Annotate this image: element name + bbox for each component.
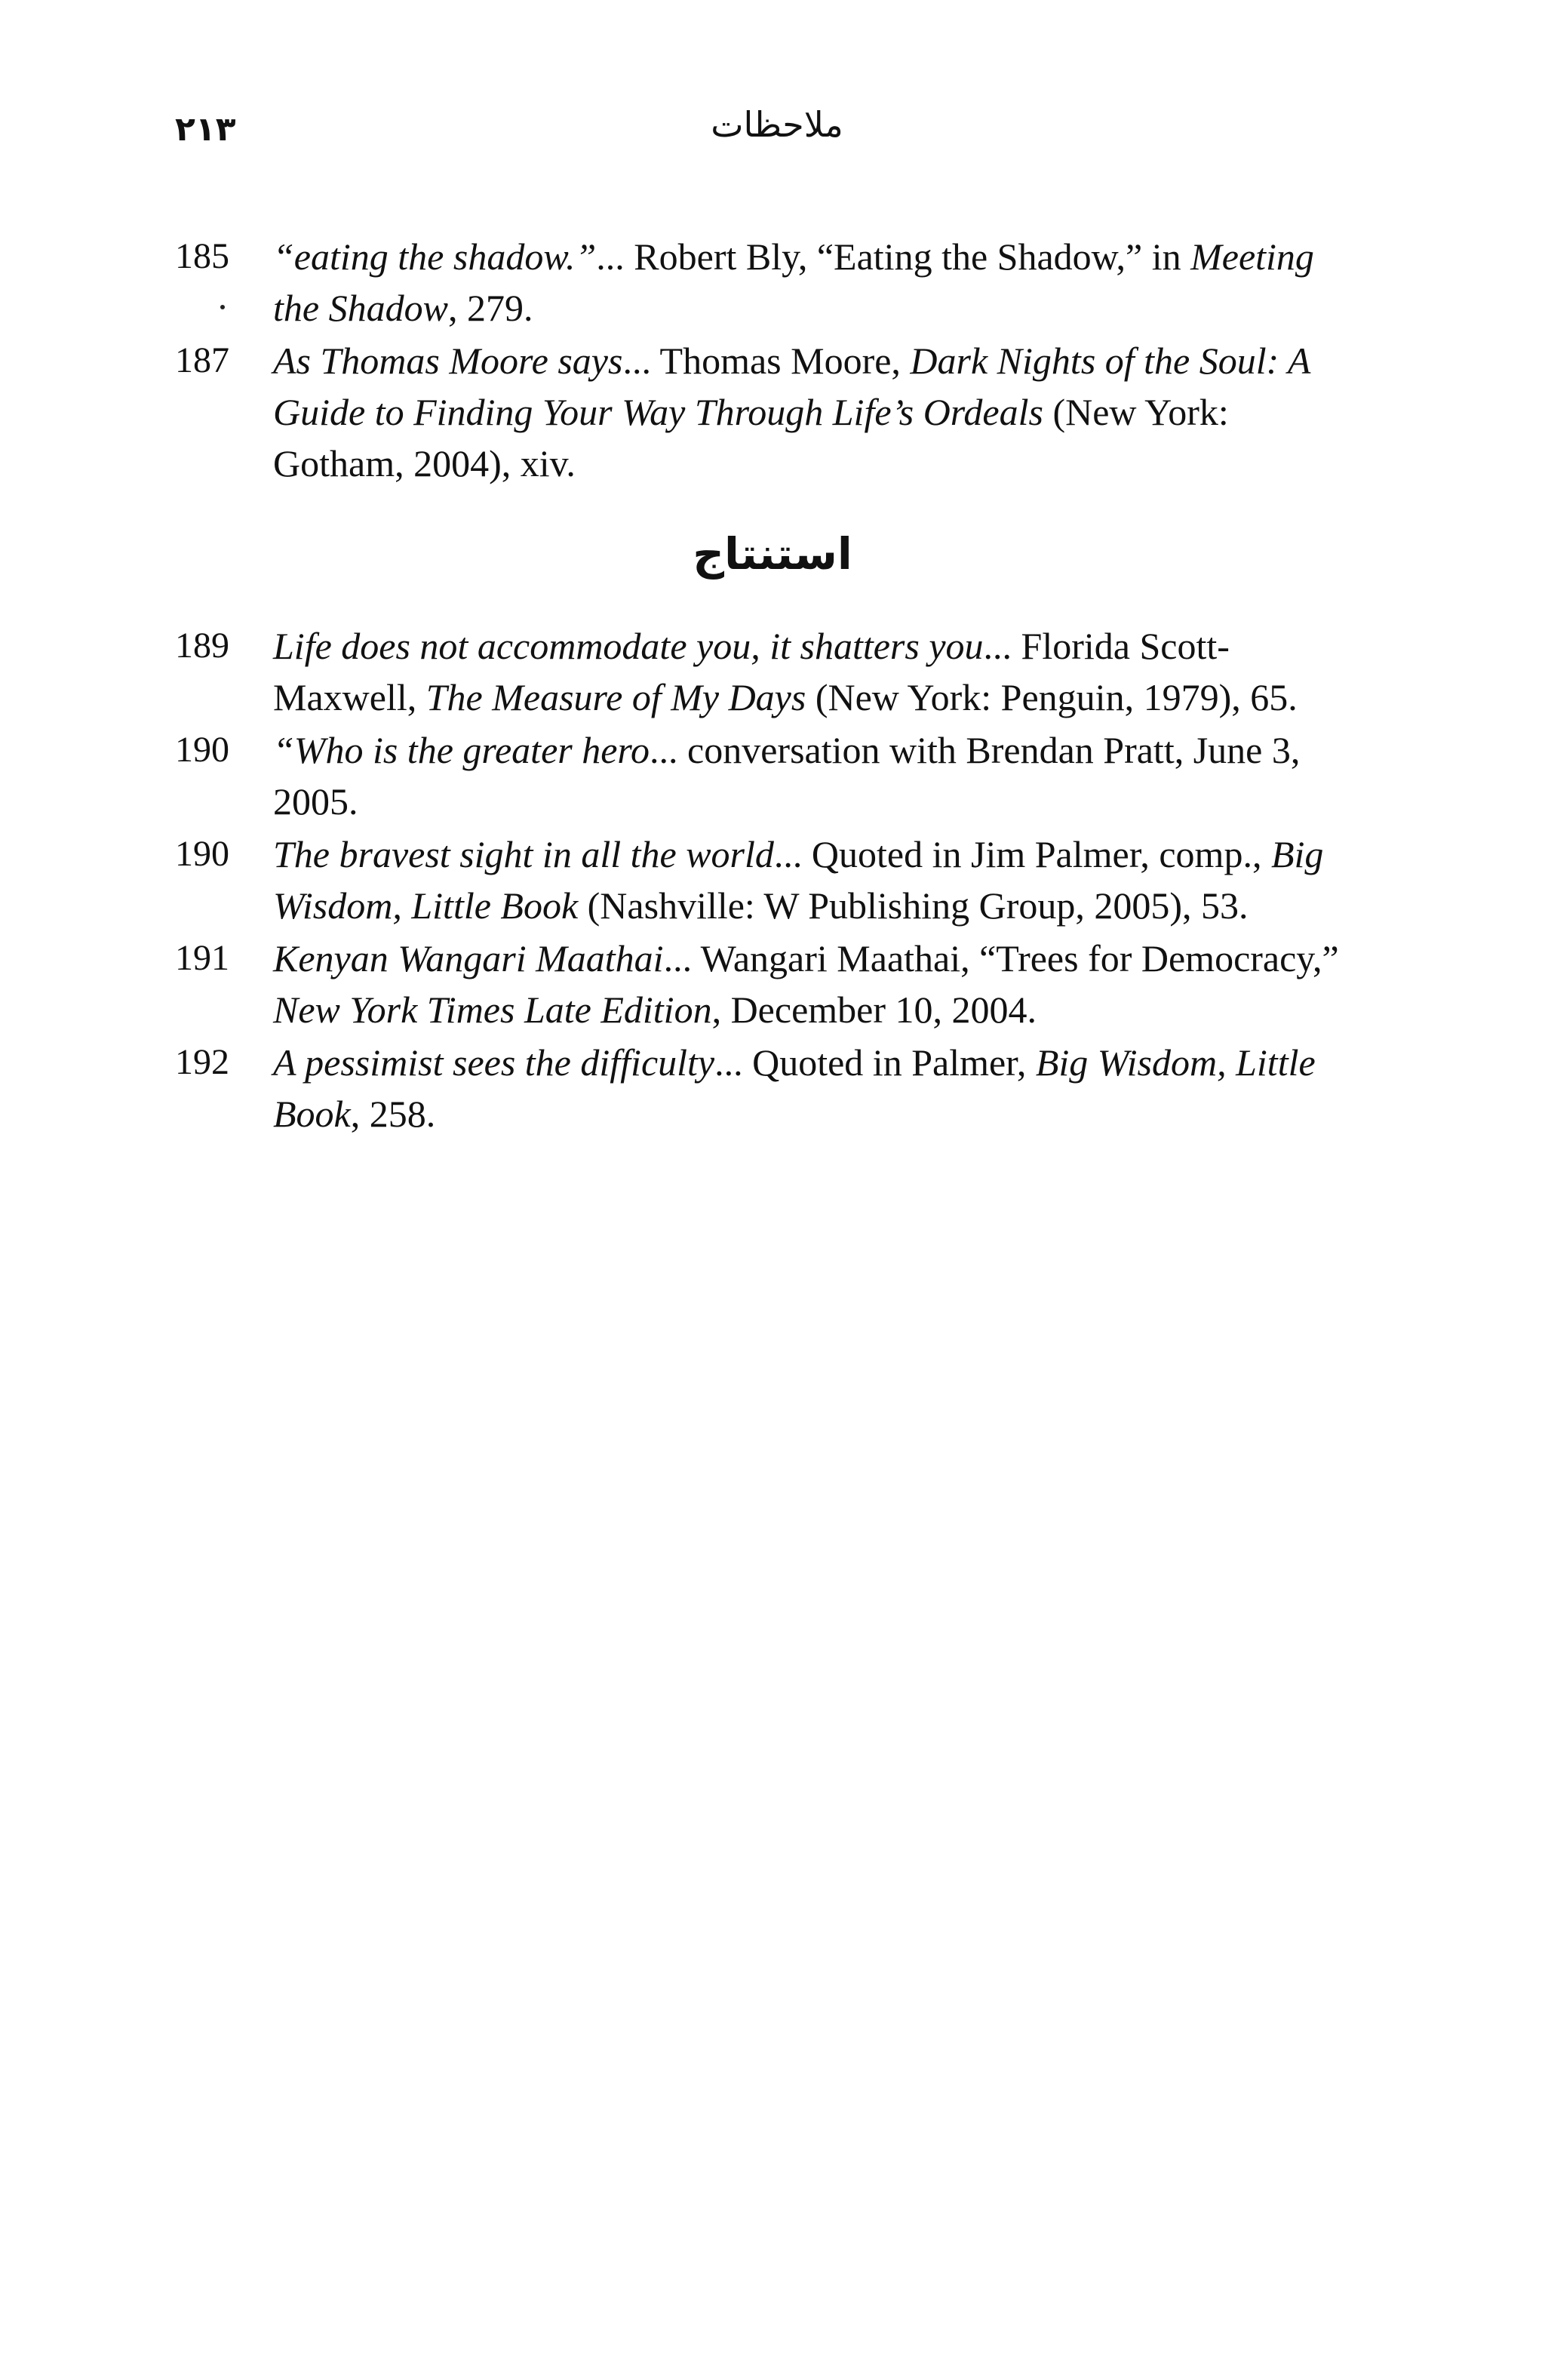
- note-page-number: 190: [175, 730, 229, 770]
- stray-dot-mark: [220, 305, 225, 309]
- note-title-italic: Big Wisdom, Little Book: [273, 1041, 1316, 1135]
- note-citation: ... Quoted in Jim Palmer, comp.,: [773, 833, 1271, 875]
- note-cue-italic: Life does not accommodate you, it shatters you: [273, 625, 984, 667]
- note-cue-italic: Kenyan Wangari Maathai: [273, 937, 664, 979]
- note-cue-italic: “Who is the greater hero: [273, 729, 650, 771]
- running-title: ملاحظات: [711, 104, 843, 145]
- note-text: [273, 231, 1344, 334]
- note-citation: ... Quoted in Palmer,: [714, 1041, 1036, 1084]
- note-title-italic: The Measure of My Days: [425, 676, 806, 718]
- note-title-italic: Dark Nights of the Soul: A Guide to Finding Your Way Through Life’s Ordeals: [273, 340, 1310, 433]
- note-citation-end: (New York: Penguin, 1979), 65.: [806, 676, 1298, 718]
- note-page-number: 185: [175, 236, 229, 276]
- note-page-number: 187: [175, 340, 229, 380]
- note-citation: ... Robert Bly, “Eating the Shadow,” in: [596, 235, 1191, 278]
- note-text: [273, 1037, 1344, 1139]
- note-citation-end: , 258.: [350, 1093, 436, 1135]
- note-text: [273, 724, 1344, 827]
- note-citation: ... Florida Scott-Maxwell,: [273, 625, 1230, 718]
- note-text: [273, 335, 1344, 489]
- note-cue-italic: As Thomas Moore says: [273, 340, 623, 382]
- note-page-number: 192: [175, 1042, 229, 1082]
- note-citation: ... conversation with Brendan Pratt, June 3, 2005.: [273, 729, 1301, 823]
- note-text: [273, 933, 1344, 1035]
- note-citation-end: (Nashville: W Publishing Group, 2005), 53.: [578, 884, 1249, 927]
- note-citation-end: (New York: Gotham, 2004), xiv.: [273, 391, 1229, 484]
- note-citation: ... Thomas Moore,: [622, 340, 911, 382]
- page-number: ٢١٣: [175, 110, 236, 149]
- note-page-number: 191: [175, 938, 229, 978]
- note-title-italic: Meeting the Shadow: [273, 235, 1314, 329]
- note-text: [273, 620, 1344, 723]
- note-cue-italic: The bravest sight in all the world: [273, 833, 774, 875]
- note-citation: ... Wangari Maathai, “Trees for Democracy,”: [663, 937, 1339, 979]
- section-heading: استنتاج: [693, 528, 852, 580]
- note-title-italic: New York Times Late Edition: [273, 989, 712, 1031]
- note-text: [273, 829, 1344, 931]
- note-citation-end: , December 10, 2004.: [711, 989, 1037, 1031]
- note-cue-italic: “eating the shadow.”: [273, 235, 597, 278]
- note-cue-italic: A pessimist sees the difficulty: [273, 1041, 715, 1084]
- note-citation-end: , 279.: [447, 287, 533, 329]
- note-page-number: 189: [175, 626, 229, 666]
- note-page-number: 190: [175, 834, 229, 874]
- note-title-italic: Big Wisdom, Little Book: [273, 833, 1324, 927]
